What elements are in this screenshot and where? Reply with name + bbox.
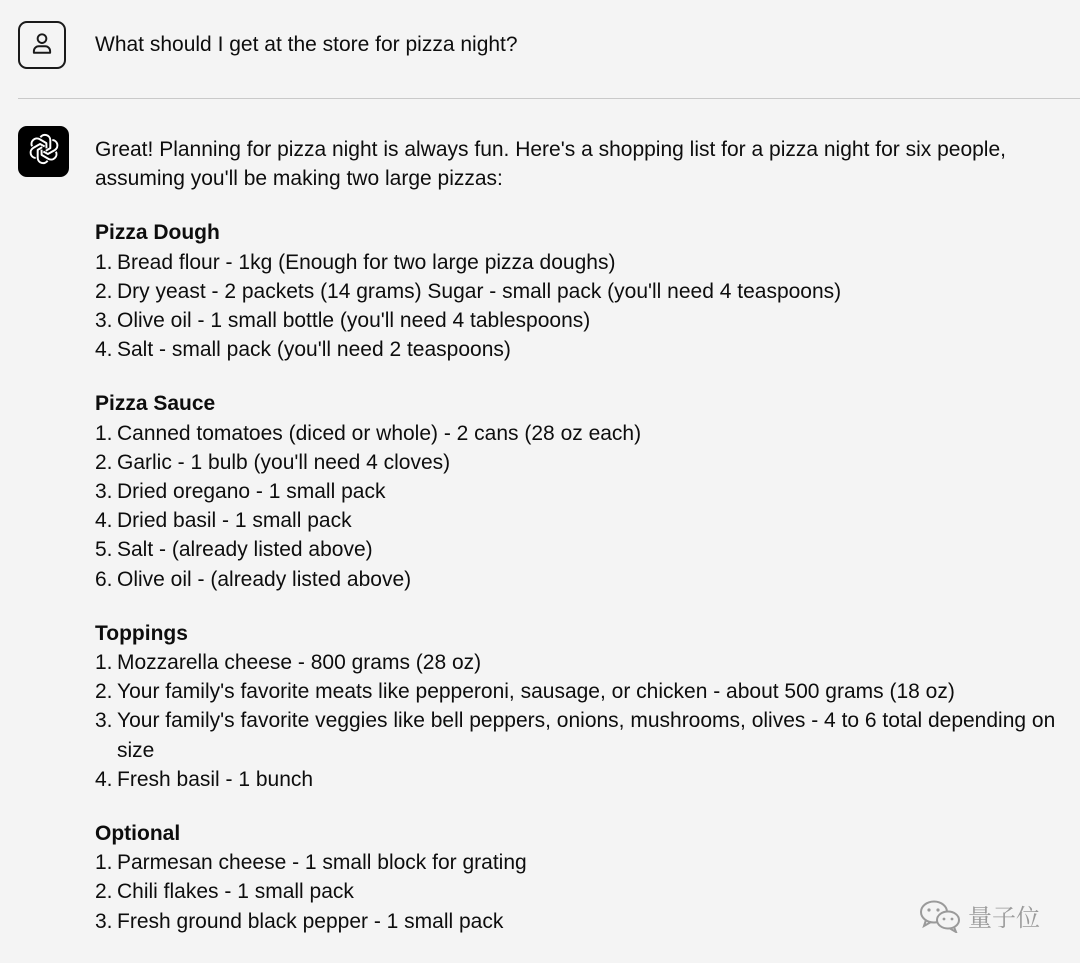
shopping-list xyxy=(95,218,1070,935)
assistant-avatar xyxy=(18,126,69,177)
list-item xyxy=(95,706,1070,764)
list-item-text: Dried basil - 1 small pack xyxy=(117,509,352,533)
list-item-text: Salt - (already listed above) xyxy=(117,538,373,562)
list-item xyxy=(95,277,1070,306)
user-avatar xyxy=(18,21,66,69)
watermark xyxy=(918,898,1040,933)
list-item xyxy=(95,765,1070,794)
user-icon xyxy=(29,30,55,61)
list-item-number: 4. xyxy=(95,509,113,533)
list-item-text: Olive oil - 1 small bottle (you'll need 4 tablespoons) xyxy=(117,309,591,333)
list-item-number: 1. xyxy=(95,250,113,274)
user-message-text: What should I get at the store for pizza night? xyxy=(95,33,518,56)
list-item-text: Salt - small pack (you'll need 2 teaspoons) xyxy=(117,338,511,362)
wechat-icon xyxy=(918,899,962,933)
list-item-text: Garlic - 1 bulb (you'll need 4 cloves) xyxy=(117,450,451,474)
section-title: Pizza Dough xyxy=(95,221,220,245)
list-item-text: Parmesan cheese - 1 small block for grating xyxy=(117,851,527,875)
assistant-message xyxy=(95,135,1070,961)
list-item xyxy=(95,306,1070,335)
list-item-number: 3. xyxy=(95,909,113,933)
list-item-number: 1. xyxy=(95,851,113,875)
list-item xyxy=(95,648,1070,677)
watermark-text: 量子位 xyxy=(968,904,1040,932)
section-title: Optional xyxy=(95,822,181,846)
list-item-number: 2. xyxy=(95,450,113,474)
list-item-number: 1. xyxy=(95,421,113,445)
list-item-text: Fresh basil - 1 bunch xyxy=(117,767,314,791)
list-item xyxy=(95,565,1070,594)
list-item-text: Fresh ground black pepper - 1 small pack xyxy=(117,909,504,933)
assistant-intro: Great! Planning for pizza night is always fun. Here's a shopping list for a pizza night for six people, assuming you'll be making two large pizzas: xyxy=(95,138,1006,191)
message-divider xyxy=(18,98,1080,99)
list-item xyxy=(95,248,1070,277)
list-item-number: 3. xyxy=(95,309,113,333)
list-item-number: 4. xyxy=(95,767,113,791)
list-item-text: Dry yeast - 2 packets (14 grams) Sugar - small pack (you'll need 4 teaspoons) xyxy=(117,279,842,303)
section-list xyxy=(95,248,1070,365)
list-item-text: Canned tomatoes (diced or whole) - 2 cans (28 oz each) xyxy=(117,421,642,445)
list-item-number: 2. xyxy=(95,680,113,704)
list-item-number: 2. xyxy=(95,279,113,303)
list-item xyxy=(95,419,1070,448)
list-item-number: 2. xyxy=(95,880,113,904)
list-item-text: Your family's favorite veggies like bell peppers, onions, mushrooms, olives - 4 to 6 total depending on size xyxy=(117,709,1056,762)
list-item-number: 4. xyxy=(95,338,113,362)
list-item-text: Dried oregano - 1 small pack xyxy=(117,480,386,504)
list-item-text: Chili flakes - 1 small pack xyxy=(117,880,354,904)
list-item xyxy=(95,335,1070,364)
section-title: Pizza Sauce xyxy=(95,392,216,416)
list-section xyxy=(95,619,1070,794)
list-item-number: 5. xyxy=(95,538,113,562)
list-section xyxy=(95,389,1070,593)
openai-logo-icon xyxy=(26,131,62,172)
list-item-number: 1. xyxy=(95,651,113,675)
list-item-text: Mozzarella cheese - 800 grams (28 oz) xyxy=(117,651,482,675)
list-item-text: Bread flour - 1kg (Enough for two large pizza doughs) xyxy=(117,250,616,274)
list-item xyxy=(95,477,1070,506)
list-item-number: 3. xyxy=(95,480,113,504)
list-item xyxy=(95,506,1070,535)
list-item-number: 3. xyxy=(95,709,113,733)
list-item-number: 6. xyxy=(95,567,113,591)
section-list xyxy=(95,419,1070,594)
section-list xyxy=(95,648,1070,794)
list-item xyxy=(95,448,1070,477)
list-item xyxy=(95,535,1070,564)
user-message xyxy=(0,0,1080,98)
list-item-text: Your family's favorite meats like pepperoni, sausage, or chicken - about 500 grams (18 oz) xyxy=(117,680,955,704)
list-item-text: Olive oil - (already listed above) xyxy=(117,567,412,591)
list-item xyxy=(95,677,1070,706)
list-section xyxy=(95,218,1070,364)
list-item xyxy=(95,848,1070,877)
section-title: Toppings xyxy=(95,621,188,645)
